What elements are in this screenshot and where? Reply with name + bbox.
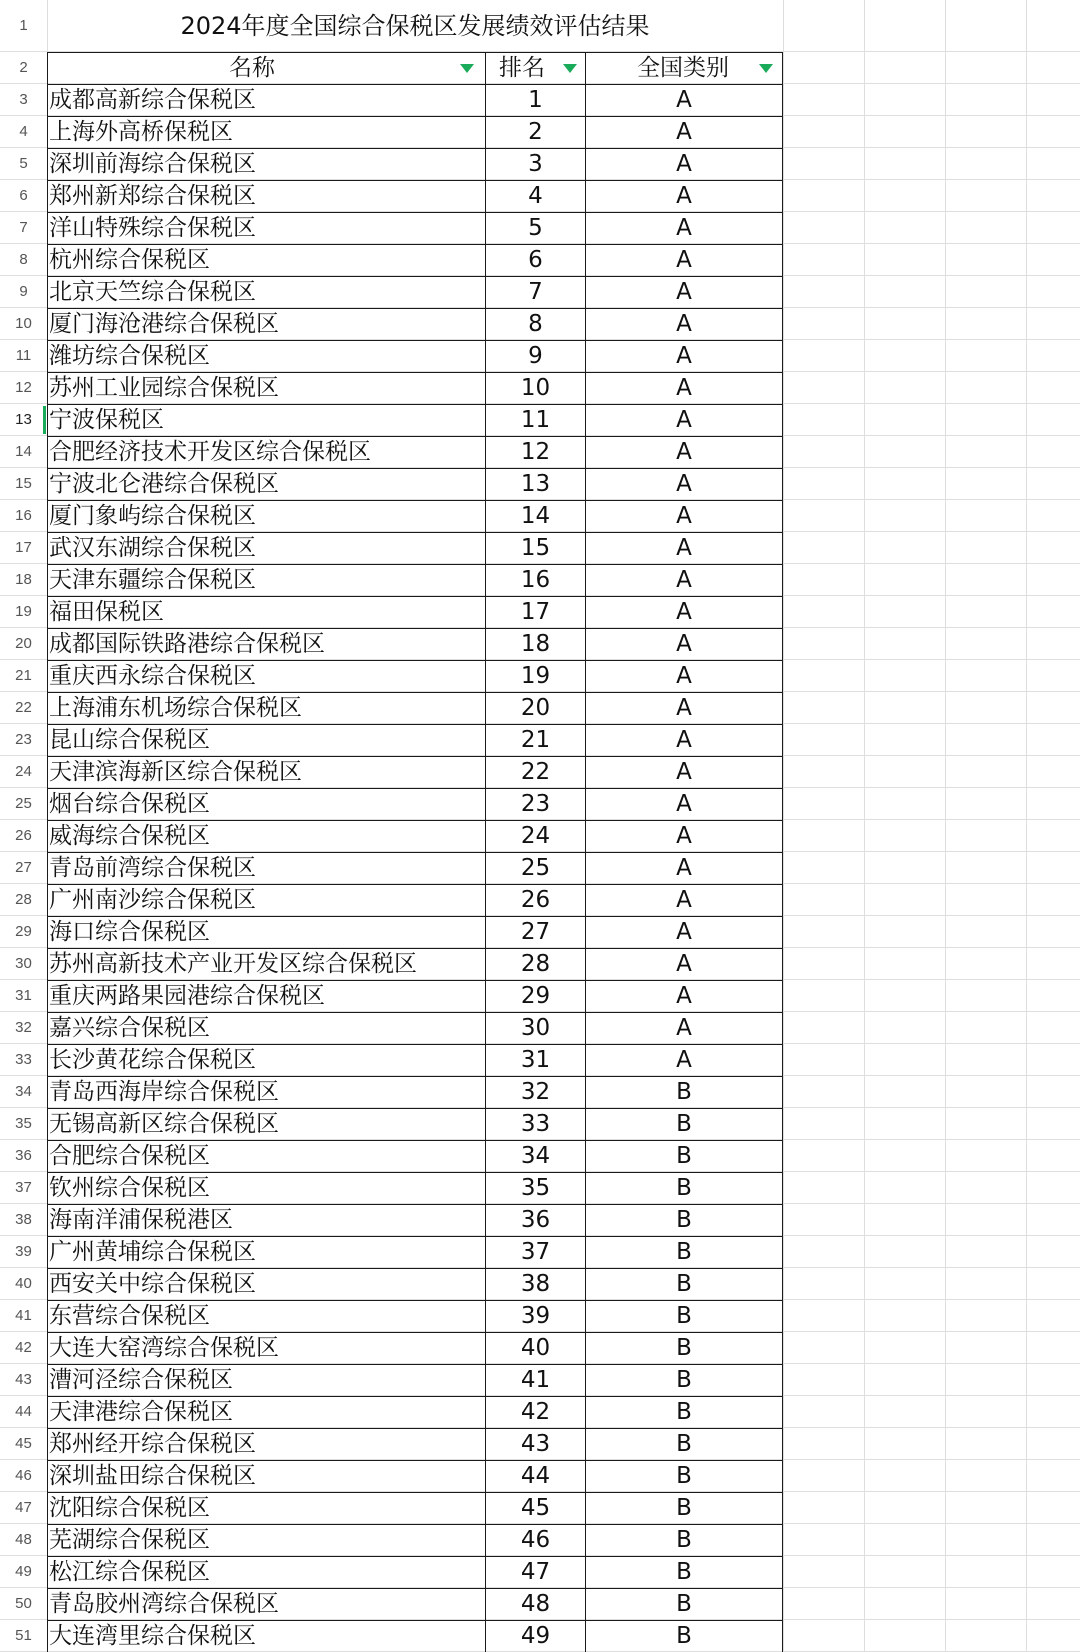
- row-number[interactable]: 42: [15, 1339, 32, 1356]
- cell-rank[interactable]: 32: [520, 1079, 551, 1105]
- filter-dropdown-category[interactable]: [752, 55, 780, 81]
- cell-category[interactable]: A: [676, 855, 692, 881]
- chevron-down-icon: [563, 64, 577, 73]
- cell-category[interactable]: B: [676, 1239, 692, 1265]
- cell-rank[interactable]: 2: [528, 119, 543, 145]
- cell-name[interactable]: 钦州综合保税区: [49, 1175, 210, 1201]
- row-number[interactable]: 5: [19, 155, 28, 172]
- cell-category[interactable]: A: [676, 119, 692, 145]
- table-border-row: [47, 1588, 783, 1589]
- table-border-row: [47, 948, 783, 949]
- cell-name[interactable]: 成都国际铁路港综合保税区: [49, 631, 325, 657]
- cell-category[interactable]: B: [676, 1335, 692, 1361]
- active-cell-indicator: [43, 406, 46, 434]
- cell-category[interactable]: A: [676, 279, 692, 305]
- cell-category[interactable]: B: [676, 1175, 692, 1201]
- cell-rank[interactable]: 15: [520, 535, 551, 561]
- row-number[interactable]: 28: [15, 891, 32, 908]
- cell-rank[interactable]: 47: [520, 1559, 551, 1585]
- cell-name[interactable]: 潍坊综合保税区: [49, 343, 210, 369]
- table-border-row: [47, 1396, 783, 1397]
- cell-category[interactable]: A: [676, 87, 692, 113]
- cell-rank[interactable]: 11: [520, 407, 551, 433]
- header-rank[interactable]: 排名: [499, 55, 545, 81]
- row-number[interactable]: 22: [15, 699, 32, 716]
- row-number[interactable]: 9: [19, 283, 28, 300]
- cell-category[interactable]: B: [676, 1463, 692, 1489]
- cell-name[interactable]: 西安关中综合保税区: [49, 1271, 256, 1297]
- table-border-row: [47, 1076, 783, 1077]
- cell-rank[interactable]: 17: [520, 599, 551, 625]
- cell-name[interactable]: 青岛胶州湾综合保税区: [49, 1591, 279, 1617]
- table-border-row: [47, 692, 783, 693]
- row-number[interactable]: 3: [19, 91, 28, 108]
- cell-rank[interactable]: 25: [520, 855, 551, 881]
- cell-name[interactable]: 青岛西海岸综合保税区: [49, 1079, 279, 1105]
- cell-category[interactable]: A: [676, 247, 692, 273]
- row-number[interactable]: 31: [15, 987, 32, 1004]
- cell-name[interactable]: 广州黄埔综合保税区: [49, 1239, 256, 1265]
- row-number[interactable]: 21: [15, 667, 32, 684]
- cell-name[interactable]: 天津港综合保税区: [49, 1399, 233, 1425]
- table-border-row: [47, 532, 783, 533]
- table-border-row: [47, 724, 783, 725]
- table-border-row: [47, 1460, 783, 1461]
- cell-category[interactable]: A: [676, 503, 692, 529]
- cell-rank[interactable]: 49: [520, 1623, 551, 1649]
- cell-category[interactable]: A: [676, 823, 692, 849]
- cell-category[interactable]: B: [676, 1271, 692, 1297]
- table-border-row: [47, 596, 783, 597]
- row-number[interactable]: 29: [15, 923, 32, 940]
- cell-rank[interactable]: 34: [520, 1143, 551, 1169]
- cell-rank[interactable]: 28: [520, 951, 551, 977]
- cell-name[interactable]: 苏州高新技术产业开发区综合保税区: [49, 951, 417, 977]
- table-border-column: [47, 52, 48, 1652]
- table-border-row: [47, 340, 783, 341]
- cell-category[interactable]: B: [676, 1623, 692, 1649]
- cell-rank[interactable]: 48: [520, 1591, 551, 1617]
- cell-rank[interactable]: 23: [520, 791, 551, 817]
- row-number[interactable]: 50: [15, 1595, 32, 1612]
- cell-rank[interactable]: 27: [520, 919, 551, 945]
- cell-category[interactable]: A: [676, 471, 692, 497]
- row-number[interactable]: 32: [15, 1019, 32, 1036]
- grid-column-line: [945, 0, 946, 1652]
- cell-rank[interactable]: 21: [520, 727, 551, 753]
- cell-rank[interactable]: 44: [520, 1463, 551, 1489]
- row-number[interactable]: 14: [15, 443, 32, 460]
- cell-rank[interactable]: 24: [520, 823, 551, 849]
- cell-name[interactable]: 漕河泾综合保税区: [49, 1367, 233, 1393]
- cell-name[interactable]: 重庆两路果园港综合保税区: [49, 983, 325, 1009]
- cell-name[interactable]: 郑州新郑综合保税区: [49, 183, 256, 209]
- table-border-row: [47, 148, 783, 149]
- table-border-row: [47, 1236, 783, 1237]
- cell-name[interactable]: 昆山综合保税区: [49, 727, 210, 753]
- table-border-row: [47, 1172, 783, 1173]
- cell-rank[interactable]: 5: [528, 215, 543, 241]
- cell-rank[interactable]: 38: [520, 1271, 551, 1297]
- grid-column-line: [783, 0, 784, 1652]
- cell-name[interactable]: 洋山特殊综合保税区: [49, 215, 256, 241]
- table-border-row: [47, 884, 783, 885]
- cell-rank[interactable]: 10: [520, 375, 551, 401]
- row-number[interactable]: 41: [15, 1307, 32, 1324]
- table-border-row: [47, 500, 783, 501]
- row-number[interactable]: 7: [19, 219, 28, 236]
- cell-name[interactable]: 威海综合保税区: [49, 823, 210, 849]
- row-number[interactable]: 25: [15, 795, 32, 812]
- cell-rank[interactable]: 6: [528, 247, 543, 273]
- sheet-title[interactable]: 2024年度全国综合保税区发展绩效评估结果: [180, 12, 650, 40]
- table-border-row: [47, 980, 783, 981]
- cell-name[interactable]: 天津东疆综合保税区: [49, 567, 256, 593]
- cell-rank[interactable]: 9: [528, 343, 543, 369]
- cell-category[interactable]: A: [676, 663, 692, 689]
- row-number[interactable]: 16: [15, 507, 32, 524]
- row-number[interactable]: 34: [15, 1083, 32, 1100]
- cell-category[interactable]: B: [676, 1591, 692, 1617]
- cell-rank[interactable]: 29: [520, 983, 551, 1009]
- row-number[interactable]: 35: [15, 1115, 32, 1132]
- cell-rank[interactable]: 42: [520, 1399, 551, 1425]
- cell-name[interactable]: 北京天竺综合保税区: [49, 279, 256, 305]
- cell-category[interactable]: A: [676, 919, 692, 945]
- cell-category[interactable]: B: [676, 1303, 692, 1329]
- row-number[interactable]: 43: [15, 1371, 32, 1388]
- table-border-row: [47, 1332, 783, 1333]
- cell-rank[interactable]: 30: [520, 1015, 551, 1041]
- cell-category[interactable]: A: [676, 183, 692, 209]
- row-number[interactable]: 10: [15, 315, 32, 332]
- cell-name[interactable]: 东营综合保税区: [49, 1303, 210, 1329]
- cell-name[interactable]: 海南洋浦保税港区: [49, 1207, 233, 1233]
- table-border-row: [47, 1620, 783, 1621]
- cell-name[interactable]: 杭州综合保税区: [49, 247, 210, 273]
- filter-dropdown-name[interactable]: [453, 55, 481, 81]
- filter-dropdown-rank[interactable]: [556, 55, 584, 81]
- cell-category[interactable]: B: [676, 1207, 692, 1233]
- table-border-row: [47, 1492, 783, 1493]
- cell-name[interactable]: 厦门海沧港综合保税区: [49, 311, 279, 337]
- row-number[interactable]: 8: [19, 251, 28, 268]
- cell-category[interactable]: A: [676, 311, 692, 337]
- cell-category[interactable]: B: [676, 1079, 692, 1105]
- cell-category[interactable]: A: [676, 407, 692, 433]
- table-border-row: [47, 1140, 783, 1141]
- cell-category[interactable]: A: [676, 375, 692, 401]
- table-border-row: [47, 1428, 783, 1429]
- row-number[interactable]: 36: [15, 1147, 32, 1164]
- cell-rank[interactable]: 3: [528, 151, 543, 177]
- cell-name[interactable]: 上海外高桥保税区: [49, 119, 233, 145]
- row-number[interactable]: 44: [15, 1403, 32, 1420]
- table-border-row: [47, 852, 783, 853]
- table-border-row: [47, 468, 783, 469]
- row-number[interactable]: 17: [15, 539, 32, 556]
- cell-rank[interactable]: 31: [520, 1047, 551, 1073]
- row-number[interactable]: 37: [15, 1179, 32, 1196]
- cell-name[interactable]: 海口综合保税区: [49, 919, 210, 945]
- row-number[interactable]: 38: [15, 1211, 32, 1228]
- row-number[interactable]: 46: [15, 1467, 32, 1484]
- row-number[interactable]: 51: [15, 1627, 32, 1644]
- chevron-down-icon: [460, 64, 474, 73]
- cell-name[interactable]: 嘉兴综合保税区: [49, 1015, 210, 1041]
- table-border-row: [47, 404, 783, 405]
- cell-category[interactable]: A: [676, 343, 692, 369]
- cell-name[interactable]: 烟台综合保税区: [49, 791, 210, 817]
- cell-category[interactable]: B: [676, 1495, 692, 1521]
- cell-category[interactable]: A: [676, 887, 692, 913]
- row-number[interactable]: 49: [15, 1563, 32, 1580]
- cell-name[interactable]: 宁波保税区: [49, 407, 164, 433]
- row-number[interactable]: 23: [15, 731, 32, 748]
- cell-name[interactable]: 深圳前海综合保税区: [49, 151, 256, 177]
- cell-category[interactable]: B: [676, 1527, 692, 1553]
- cell-rank[interactable]: 8: [528, 311, 543, 337]
- table-border-row: [47, 212, 783, 213]
- row-number[interactable]: 15: [15, 475, 32, 492]
- cell-category[interactable]: A: [676, 567, 692, 593]
- header-name[interactable]: 名称: [229, 55, 275, 81]
- table-border-row: [47, 436, 783, 437]
- row-number[interactable]: 1: [19, 17, 28, 34]
- cell-name[interactable]: 郑州经开综合保税区: [49, 1431, 256, 1457]
- cell-rank[interactable]: 20: [520, 695, 551, 721]
- cell-name[interactable]: 无锡高新区综合保税区: [49, 1111, 279, 1137]
- table-border-row: [47, 1044, 783, 1045]
- cell-name[interactable]: 苏州工业园综合保税区: [49, 375, 279, 401]
- row-number[interactable]: 39: [15, 1243, 32, 1260]
- cell-name[interactable]: 武汉东湖综合保税区: [49, 535, 256, 561]
- table-border-row: [47, 788, 783, 789]
- row-number[interactable]: 47: [15, 1499, 32, 1516]
- cell-rank[interactable]: 16: [520, 567, 551, 593]
- cell-category[interactable]: A: [676, 535, 692, 561]
- table-border-column: [782, 52, 783, 1652]
- cell-name[interactable]: 青岛前湾综合保税区: [49, 855, 256, 881]
- cell-rank[interactable]: 33: [520, 1111, 551, 1137]
- cell-rank[interactable]: 43: [520, 1431, 551, 1457]
- cell-category[interactable]: A: [676, 439, 692, 465]
- cell-rank[interactable]: 13: [520, 471, 551, 497]
- cell-name[interactable]: 重庆西永综合保税区: [49, 663, 256, 689]
- cell-rank[interactable]: 22: [520, 759, 551, 785]
- cell-name[interactable]: 宁波北仑港综合保税区: [49, 471, 279, 497]
- cell-name[interactable]: 大连大窑湾综合保税区: [49, 1335, 279, 1361]
- cell-category[interactable]: A: [676, 151, 692, 177]
- cell-rank[interactable]: 18: [520, 631, 551, 657]
- row-number[interactable]: 27: [15, 859, 32, 876]
- row-number[interactable]: 33: [15, 1051, 32, 1068]
- cell-category[interactable]: B: [676, 1559, 692, 1585]
- row-number[interactable]: 13: [15, 411, 32, 428]
- cell-name[interactable]: 成都高新综合保税区: [49, 87, 256, 113]
- cell-category[interactable]: B: [676, 1399, 692, 1425]
- row-number[interactable]: 4: [19, 123, 28, 140]
- grid-column-line: [864, 0, 865, 1652]
- table-border-row: [47, 916, 783, 917]
- cell-rank[interactable]: 12: [520, 439, 551, 465]
- table-border-row: [47, 276, 783, 277]
- cell-name[interactable]: 松江综合保税区: [49, 1559, 210, 1585]
- cell-category[interactable]: A: [676, 759, 692, 785]
- table-border-row: [47, 116, 783, 117]
- table-border-row: [47, 84, 783, 85]
- row-number[interactable]: 30: [15, 955, 32, 972]
- table-border-column: [585, 52, 586, 1652]
- row-number[interactable]: 12: [15, 379, 32, 396]
- table-border-row: [47, 756, 783, 757]
- cell-rank[interactable]: 39: [520, 1303, 551, 1329]
- table-border-row: [47, 820, 783, 821]
- cell-rank[interactable]: 35: [520, 1175, 551, 1201]
- table-border-row: [47, 244, 783, 245]
- cell-name[interactable]: 合肥经济技术开发区综合保税区: [49, 439, 371, 465]
- row-number[interactable]: 20: [15, 635, 32, 652]
- row-number[interactable]: 18: [15, 571, 32, 588]
- table-border-row: [47, 1204, 783, 1205]
- cell-category[interactable]: B: [676, 1143, 692, 1169]
- cell-rank[interactable]: 45: [520, 1495, 551, 1521]
- table-border-column: [485, 52, 486, 1652]
- table-border-row: [47, 52, 783, 53]
- row-number[interactable]: 45: [15, 1435, 32, 1452]
- row-number[interactable]: 19: [15, 603, 32, 620]
- row-number[interactable]: 40: [15, 1275, 32, 1292]
- cell-category[interactable]: B: [676, 1111, 692, 1137]
- table-border-row: [47, 1012, 783, 1013]
- cell-name[interactable]: 沈阳综合保税区: [49, 1495, 210, 1521]
- header-category[interactable]: 全国类别: [637, 55, 729, 81]
- row-number[interactable]: 11: [15, 347, 32, 364]
- table-border-row: [47, 308, 783, 309]
- table-border-row: [47, 180, 783, 181]
- table-border-row: [47, 372, 783, 373]
- table-border-row: [47, 1268, 783, 1269]
- cell-category[interactable]: A: [676, 1047, 692, 1073]
- grid-column-line: [1026, 0, 1027, 1652]
- cell-name[interactable]: 福田保税区: [49, 599, 164, 625]
- cell-rank[interactable]: 26: [520, 887, 551, 913]
- cell-category[interactable]: B: [676, 1367, 692, 1393]
- row-number[interactable]: 24: [15, 763, 32, 780]
- row-number[interactable]: 6: [19, 187, 28, 204]
- cell-category[interactable]: A: [676, 791, 692, 817]
- row-number[interactable]: 2: [19, 59, 28, 76]
- table-border-row: [47, 1524, 783, 1525]
- chevron-down-icon: [759, 64, 773, 73]
- cell-rank[interactable]: 14: [520, 503, 551, 529]
- table-border-row: [47, 1300, 783, 1301]
- cell-rank[interactable]: 4: [528, 183, 543, 209]
- cell-category[interactable]: A: [676, 1015, 692, 1041]
- cell-name[interactable]: 芜湖综合保税区: [49, 1527, 210, 1553]
- cell-rank[interactable]: 1: [528, 87, 543, 113]
- cell-name[interactable]: 上海浦东机场综合保税区: [49, 695, 302, 721]
- table-border-row: [47, 628, 783, 629]
- cell-name[interactable]: 天津滨海新区综合保税区: [49, 759, 302, 785]
- cell-category[interactable]: A: [676, 727, 692, 753]
- cell-category[interactable]: A: [676, 631, 692, 657]
- table-border-row: [47, 1108, 783, 1109]
- cell-rank[interactable]: 7: [528, 279, 543, 305]
- cell-category[interactable]: B: [676, 1431, 692, 1457]
- cell-rank[interactable]: 41: [520, 1367, 551, 1393]
- row-number[interactable]: 26: [15, 827, 32, 844]
- cell-category[interactable]: A: [676, 215, 692, 241]
- table-border-row: [47, 660, 783, 661]
- cell-rank[interactable]: 36: [520, 1207, 551, 1233]
- cell-name[interactable]: 合肥综合保税区: [49, 1143, 210, 1169]
- table-border-row: [47, 564, 783, 565]
- cell-category[interactable]: A: [676, 951, 692, 977]
- row-number[interactable]: 48: [15, 1531, 32, 1548]
- cell-category[interactable]: A: [676, 695, 692, 721]
- table-border-row: [47, 1364, 783, 1365]
- cell-name[interactable]: 大连湾里综合保税区: [49, 1623, 256, 1649]
- cell-category[interactable]: A: [676, 599, 692, 625]
- cell-category[interactable]: A: [676, 983, 692, 1009]
- table-border-row: [47, 1556, 783, 1557]
- cell-name[interactable]: 深圳盐田综合保税区: [49, 1463, 256, 1489]
- cell-name[interactable]: 长沙黄花综合保税区: [49, 1047, 256, 1073]
- cell-name[interactable]: 厦门象屿综合保税区: [49, 503, 256, 529]
- cell-rank[interactable]: 37: [520, 1239, 551, 1265]
- cell-name[interactable]: 广州南沙综合保税区: [49, 887, 256, 913]
- cell-rank[interactable]: 19: [520, 663, 551, 689]
- cell-rank[interactable]: 40: [520, 1335, 551, 1361]
- cell-rank[interactable]: 46: [520, 1527, 551, 1553]
